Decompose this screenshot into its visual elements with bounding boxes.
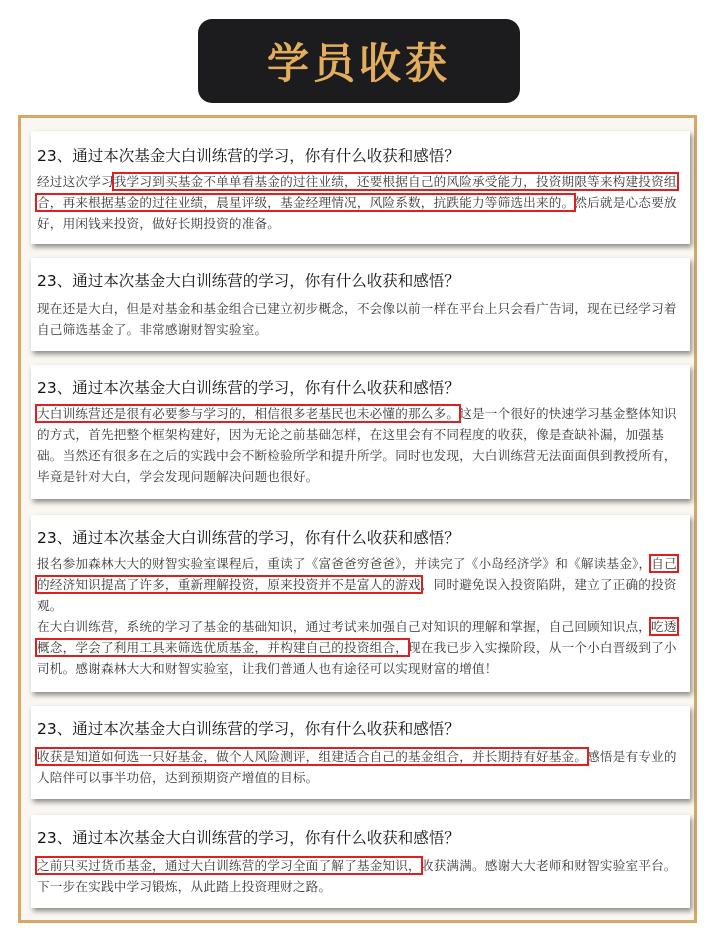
answer-post: 这是一个很好的快速学习基金整体知识的方式，首先把整个框架构建好，因为无论之前基础怎样，在这里会有不同程度的收获，像是查缺补漏，加强基础。当然还有很多在之后的实践中会不断检验所学和提升所学。同时也发现，大白训练营无法面面俱到教授所有，毕竟是针对大白，学会发现问题解决问题也很好。: [37, 406, 677, 484]
testimonial-card: [31, 515, 690, 692]
testimonial-card: [31, 258, 690, 351]
question-text: 23、通过本次基金大白训练营的学习，你有什么收获和感悟？: [37, 720, 460, 738]
answer-pre: 报名参加森林大大的财智实验室课程后，重读了《富爸爸穷爸爸》，并读完了《小岛经济学》和《解读基金》，: [37, 556, 652, 571]
highlighted-answer: 之前只买过货币基金，通过大白训练营的学习全面了解了基金知识，: [37, 858, 421, 873]
answer-pre: 在大白训练营，系统的学习了基金的基础知识，通过考试来加强自己对知识的理解和掌握，自己回顾知识点，: [37, 619, 652, 634]
testimonial-card: [31, 706, 690, 799]
highlighted-answer: 吃透概念，学会了利用工具来筛选优质基金，并构建自己的投资组合，: [37, 619, 677, 655]
question-text: 23、通过本次基金大白训练营的学习，你有什么收获和感悟？: [37, 272, 460, 290]
answer-paragraph-1: [37, 553, 684, 616]
page-title-banner: [198, 19, 520, 103]
testimonial-card: [31, 131, 690, 244]
answer-text: [37, 171, 684, 234]
testimonial-card: [31, 365, 690, 499]
answer-text: [37, 746, 684, 788]
answer-post: 感悟是有专业的人陪伴可以事半功倍，达到预期资产增值的目标。: [37, 749, 677, 785]
answer-post: 收获满满。感谢大大老师和财智实验室平台。下一步在实践中学习锻炼，从此踏上投资理财之路。: [37, 858, 677, 894]
answer-post: 然后就是心态要放好，用闲钱来投资，做好长期投资的准备。: [37, 195, 677, 231]
highlighted-answer: 收获是知道如何选一只好基金，做个人风险测评，组建适合自己的基金组合，并长期持有好基金。: [37, 749, 588, 764]
answer-paragraph-2: [37, 616, 684, 679]
page-title: 学员收获: [266, 39, 451, 88]
answer-post: 现在我已步入实操阶段，从一个小白晋级到了小司机。感谢森林大大和财智实验室，让我们普通人也有途径可以实现财富的增值！: [37, 640, 677, 676]
answer-pre: 经过这次学习: [37, 174, 114, 189]
testimonial-card: [31, 815, 690, 908]
question-text: 23、通过本次基金大白训练营的学习，你有什么收获和感悟？: [37, 829, 460, 847]
highlighted-answer: 自己的经济知识提高了许多，重新理解投资，原来投资并不是富人的游戏: [37, 556, 677, 592]
question-text: 23、通过本次基金大白训练营的学习，你有什么收获和感悟？: [37, 529, 460, 547]
highlighted-answer: 我学习到买基金不单单看基金的过往业绩，还要根据自己的风险承受能力，投资期限等来构建投资组合，再来根据基金的过往业绩，晨星评级，基金经理情况，风险系数，抗跌能力等筛选出来的。: [37, 174, 677, 210]
answer-text: [37, 855, 684, 897]
highlighted-answer: 大白训练营还是很有必要参与学习的，相信很多老基民也未必懂的那么多。: [37, 406, 460, 421]
answer-post: ，同时避免误入投资陷阱，建立了正确的投资观。: [37, 577, 677, 613]
question-text: 23、通过本次基金大白训练营的学习，你有什么收获和感悟？: [37, 379, 460, 397]
question-text: 23、通过本次基金大白训练营的学习，你有什么收获和感悟？: [37, 147, 460, 165]
answer-text: 现在还是大白，但是对基金和基金组合已建立初步概念，不会像以前一样在平台上只会看广告词，现在已经学习着自己筛选基金了。非常感谢财智实验室。: [37, 301, 677, 337]
answer-text: [37, 403, 684, 487]
